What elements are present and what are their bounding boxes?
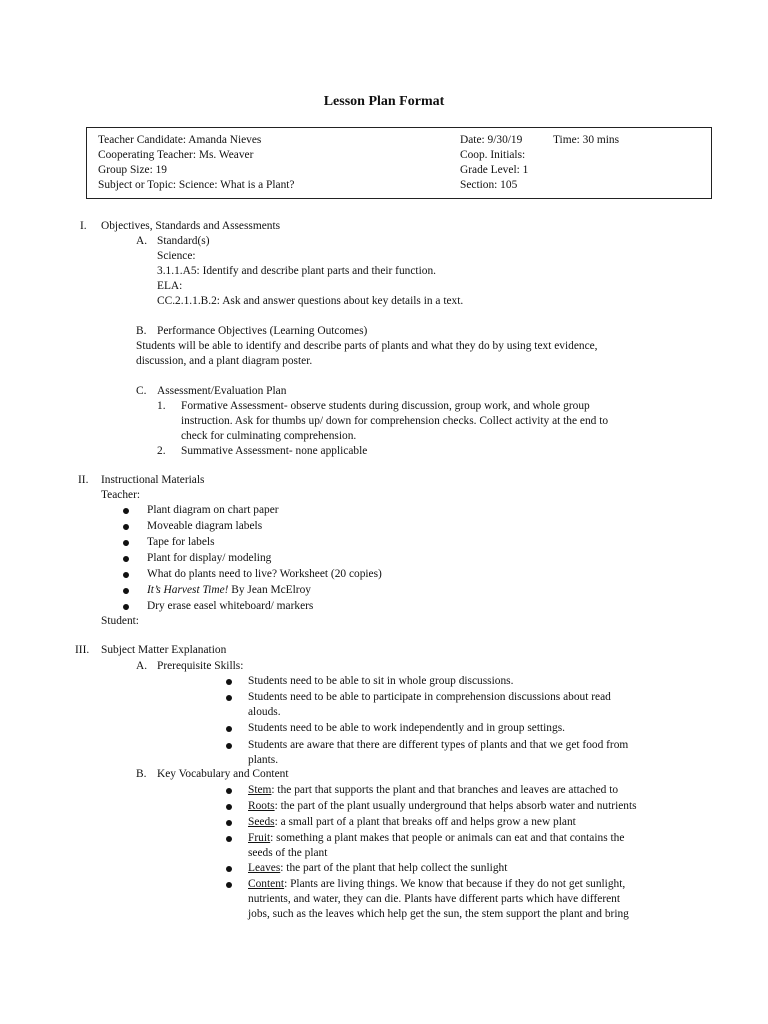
section-1a-heading: Standard(s) [157,235,210,247]
cooperating-teacher: Cooperating Teacher: Ms. Weaver [98,149,254,161]
ela-label: ELA: [157,280,183,292]
vocab-leaves [248,861,507,876]
vocab-content-continued: nutrients, and water, they can die. Plants have different parts which have different [248,893,621,905]
assessment-1-number: 1. [157,400,166,412]
bullet-icon [226,866,232,872]
teacher-materials-label: Teacher: [101,489,141,501]
vocab-content [248,877,625,892]
teacher-candidate: Teacher Candidate: Amanda Nieves [98,134,262,146]
section-1c-letter: C. [136,385,147,397]
material-item-book [147,583,311,598]
bullet-icon [226,726,232,732]
bullet-icon [226,788,232,794]
vocab-definition: : a small part of a plant that breaks off and helps grow a new plant [274,816,576,828]
section-2-number: II. [78,474,89,486]
bullet-icon [226,820,232,826]
vocab-roots [248,799,637,814]
bullet-icon [226,695,232,701]
objectives-line-2: discussion, and a plant diagram poster. [136,355,313,367]
vocab-definition: : the part of the plant usually underground that helps absorb water and nutrients [274,800,637,812]
section-1c-heading: Assessment/Evaluation Plan [157,385,287,397]
vocab-fruit [248,831,624,846]
bullet-icon [123,524,129,530]
science-label: Science: [157,250,196,262]
vocab-term: Content [248,878,285,890]
section-3-heading: Subject Matter Explanation [101,644,227,656]
material-item: Tape for labels [147,536,215,548]
bullet-icon [123,556,129,562]
vocab-term: Roots [248,800,275,812]
assessment-2-number: 2. [157,445,166,457]
bullet-icon [226,679,232,685]
vocab-term: Leaves [248,862,281,874]
skill-item-continued: alouds. [248,706,281,718]
bullet-icon [226,882,232,888]
bullet-icon [123,572,129,578]
material-item: Plant for display/ modeling [147,552,272,564]
vocab-term: Seeds [248,816,275,828]
grade-level: Grade Level: 1 [460,164,529,176]
vocab-definition: : Plants are living things. We know that because if they do not get sunlight, [284,878,626,890]
vocab-content-continued: jobs, such as the leaves which help get the sun, the stem support the plant and bring [248,908,629,920]
subject-topic: Subject or Topic: Science: What is a Plant? [98,179,295,191]
assessment-2-line-1: Summative Assessment- none applicable [181,445,368,457]
time: Time: 30 mins [553,134,620,146]
vocab-definition: : something a plant makes that people or animals can eat and that contains the [270,832,625,844]
date: Date: 9/30/19 [460,134,523,146]
skill-item: Students need to be able to sit in whole group discussions. [248,675,514,687]
bullet-icon [123,508,129,514]
section-1b-letter: B. [136,325,147,337]
bullet-icon [123,540,129,546]
section-1-number: I. [80,220,87,232]
vocab-stem [248,783,618,798]
bullet-icon [123,588,129,594]
material-item: Moveable diagram labels [147,520,263,532]
section-3b-heading: Key Vocabulary and Content [157,768,289,780]
vocab-definition: : the part that supports the plant and that branches and leaves are attached to [271,784,619,796]
skill-item: Students are aware that there are different types of plants and that we get food from [248,739,629,751]
bullet-icon [226,743,232,749]
vocab-term: Stem [248,784,272,796]
section-2-heading: Instructional Materials [101,474,205,486]
group-size: Group Size: 19 [98,164,167,176]
assessment-1-line-3: check for culminating comprehension. [181,430,357,442]
vocab-definition: : the part of the plant that help collect the sunlight [280,862,508,874]
book-author: By Jean McElroy [228,584,311,596]
page-title: Lesson Plan Format [323,94,445,109]
vocab-term: Fruit [248,832,271,844]
section-3a-heading: Prerequisite Skills: [157,660,244,672]
science-standard: 3.1.1.A5: Identify and describe plant parts and their function. [157,265,436,277]
coop-initials: Coop. Initials: [460,149,526,161]
section-1a-letter: A. [136,235,148,247]
section-1b-heading: Performance Objectives (Learning Outcomes) [157,325,368,337]
bullet-icon [123,604,129,610]
vocab-seeds [248,815,576,830]
material-item: What do plants need to live? Worksheet (20 copies) [147,568,382,580]
material-item: Plant diagram on chart paper [147,504,279,516]
section-3-number: III. [75,644,90,656]
bullet-icon [226,836,232,842]
objectives-line-1: Students will be able to identify and describe parts of plants and what they do by using text evidence, [136,340,598,352]
bullet-icon [226,804,232,810]
section-3a-letter: A. [136,660,148,672]
ela-standard: CC.2.1.1.B.2: Ask and answer questions about key details in a text. [157,295,464,307]
vocab-fruit-continued: seeds of the plant [248,847,328,859]
material-item: Dry erase easel whiteboard/ markers [147,600,314,612]
student-materials-label: Student: [101,615,139,627]
section-1-heading: Objectives, Standards and Assessments [101,220,281,232]
skill-item-continued: plants. [248,754,279,766]
section: Section: 105 [460,179,518,191]
skill-item: Students need to be able to work independently and in group settings. [248,722,565,734]
book-title: It’s Harvest Time! [147,584,229,596]
skill-item: Students need to be able to participate in comprehension discussions about read [248,691,611,703]
assessment-1-line-2: instruction. Ask for thumbs up/ down for comprehension checks. Collect activity at the end to [181,415,609,427]
assessment-1-line-1: Formative Assessment- observe students during discussion, group work, and whole group [181,400,590,412]
section-3b-letter: B. [136,768,147,780]
